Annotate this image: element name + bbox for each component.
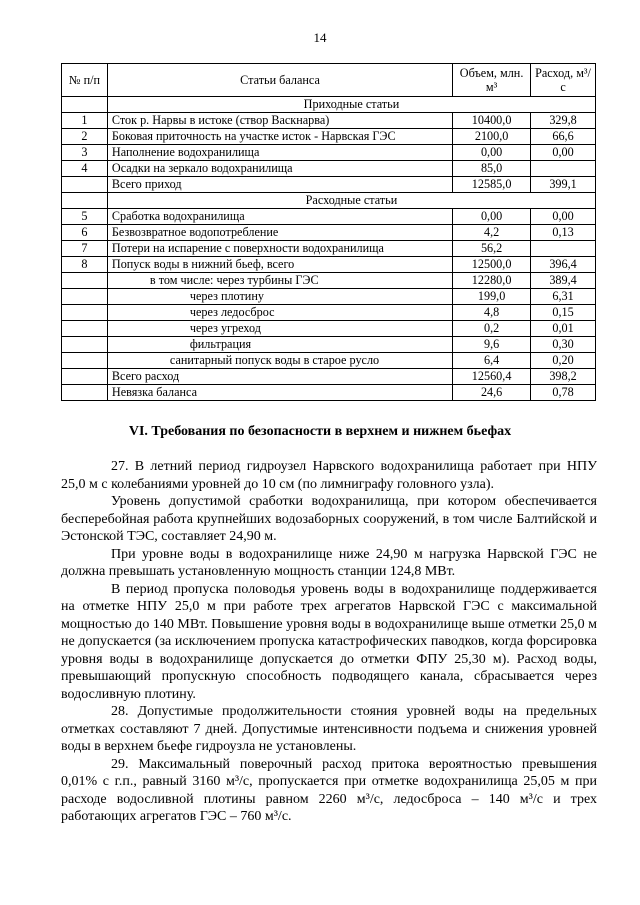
row-number: 4 [62,161,108,177]
row-volume: 12585,0 [453,177,531,193]
balance-table [61,63,596,401]
row-number [62,177,108,193]
row-label: Боковая приточность на участке исток - Нарвская ГЭС [107,129,452,145]
row-flow: 0,13 [531,225,596,241]
page-number: 14 [313,30,327,45]
row-volume: 12280,0 [453,273,531,289]
row-number [62,337,108,353]
section-heading: VI. Требования по безопасности в верхнем и нижнем бьефах [128,424,512,439]
row-number: 2 [62,129,108,145]
row-number [62,273,108,289]
section-row [62,97,596,113]
row-volume: 56,2 [453,241,531,257]
header-volume: Объем, млн. м³ [453,64,531,97]
row-number: 1 [62,113,108,129]
table-row [62,225,596,241]
table-row [62,289,596,305]
row-label: через плотину [107,289,452,305]
row-number [62,305,108,321]
row-label: Наполнение водохранилища [107,145,452,161]
row-flow: 0,15 [531,305,596,321]
table-row [62,305,596,321]
row-flow: 0,30 [531,337,596,353]
paragraph: В период пропуска половодья уровень воды в водохранилище поддерживается на отметке НПУ 25,0 м при работе трех агрегатов Нарвской ГЭС с максимальной мощностью до 140 МВт. Повышение уровня воды в водохранилище выше отметки 25,0 м не допускается (за исключением пропуска катастрофических паводков, когда форсировка уровня воды в водохранилище допускается до отметки ФПУ 25,30 м). Расход воды, превышающий пропускную способность подводящего канала, сбрасывается через водосливную плотину. [61,581,597,702]
row-label: через угреход [107,321,452,337]
row-number: 8 [62,257,108,273]
row-number: 3 [62,145,108,161]
row-label: Всего приход [107,177,452,193]
row-number [62,353,108,369]
table-row [62,353,596,369]
row-label: Сток р. Нарвы в истоке (створ Васкнарва) [107,113,452,129]
row-number [62,385,108,401]
row-flow: 0,78 [531,385,596,401]
row-number [62,321,108,337]
row-number: 6 [62,225,108,241]
row-number [62,369,108,385]
row-label: Попуск воды в нижний бьеф, всего [107,257,452,273]
table-row [62,241,596,257]
row-volume: 4,8 [453,305,531,321]
row-volume: 0,00 [453,209,531,225]
row-flow: 0,00 [531,145,596,161]
row-volume: 2100,0 [453,129,531,145]
table-row [62,177,596,193]
paragraph: 27. В летний период гидроузел Нарвского водохранилища работает при НПУ 25,0 м с колебаниями уровней до 10 см (по лимниграфу головного узла). [61,459,597,492]
row-label: через ледосброс [107,305,452,321]
paragraph: 29. Максимальный поверочный расход притока вероятностью превышения 0,01% с г.п., равный 3160 м³/с, пропускается при отметке водохранилища 25,05 м при расходе водосливной плотины равном 2260 м³/с, ледосброса – 140 м³/с и трех работающих агрегатов ГЭС – 760 м³/с. [61,756,597,824]
row-flow: 0,01 [531,321,596,337]
paragraph: При уровне воды в водохранилище ниже 24,90 м нагрузка Нарвской ГЭС не должна превышать установленную мощность станции 124,8 МВт. [61,546,597,579]
row-volume: 85,0 [453,161,531,177]
section-row [62,193,596,209]
row-label: Потери на испарение с поверхности водохранилища [107,241,452,257]
header-flow: Расход, м³/с [531,64,596,97]
table-row [62,321,596,337]
row-label: в том числе: через турбины ГЭС [107,273,452,289]
row-number: 7 [62,241,108,257]
table-body [62,97,596,401]
row-volume: 9,6 [453,337,531,353]
row-flow: 396,4 [531,257,596,273]
row-flow: 399,1 [531,177,596,193]
row-volume: 4,2 [453,225,531,241]
row-volume: 12560,4 [453,369,531,385]
paragraph: 28. Допустимые продолжительности стояния уровней воды на предельных отметках составляют 7 дней. Допустимые интенсивности подъема и снижения уровней воды в верхнем бьефе гидроузла не установлены. [61,704,597,754]
body-text [61,458,597,826]
table-row [62,161,596,177]
row-flow: 66,6 [531,129,596,145]
row-flow: 0,20 [531,353,596,369]
row-flow: 329,8 [531,113,596,129]
row-volume: 199,0 [453,289,531,305]
section-label: Расходные статьи [107,193,595,209]
header-item: Статьи баланса [107,64,452,97]
row-volume: 6,4 [453,353,531,369]
table-row [62,273,596,289]
row-volume: 0,2 [453,321,531,337]
row-flow [531,161,596,177]
row-volume: 0,00 [453,145,531,161]
paragraph: Уровень допустимой сработки водохранилища, при котором обеспечивается бесперебойная работа крупнейших водозаборных сооружений, в том числе Балтийской и Эстонской ТЭС, составляет 24,90 м. [61,494,597,544]
row-label: Сработка водохранилища [107,209,452,225]
row-label: Осадки на зеркало водохранилища [107,161,452,177]
table-row [62,209,596,225]
row-flow: 389,4 [531,273,596,289]
table-row [62,369,596,385]
row-label: фильтрация [107,337,452,353]
table-row [62,129,596,145]
table-row [62,257,596,273]
row-volume: 24,6 [453,385,531,401]
row-flow: 0,00 [531,209,596,225]
table-row [62,145,596,161]
row-flow: 398,2 [531,369,596,385]
row-label: Невязка баланса [107,385,452,401]
empty-cell [62,193,108,209]
empty-cell [62,97,108,113]
row-number [62,289,108,305]
row-number: 5 [62,209,108,225]
row-flow [531,241,596,257]
table-row [62,113,596,129]
row-volume: 12500,0 [453,257,531,273]
table-row [62,337,596,353]
row-flow: 6,31 [531,289,596,305]
header-num: № п/п [62,64,108,97]
row-label: санитарный попуск воды в старое русло [107,353,452,369]
table-row [62,385,596,401]
row-label: Всего расход [107,369,452,385]
table-header-row [62,64,596,97]
row-volume: 10400,0 [453,113,531,129]
section-label: Приходные статьи [107,97,595,113]
row-label: Безвозвратное водопотребление [107,225,452,241]
